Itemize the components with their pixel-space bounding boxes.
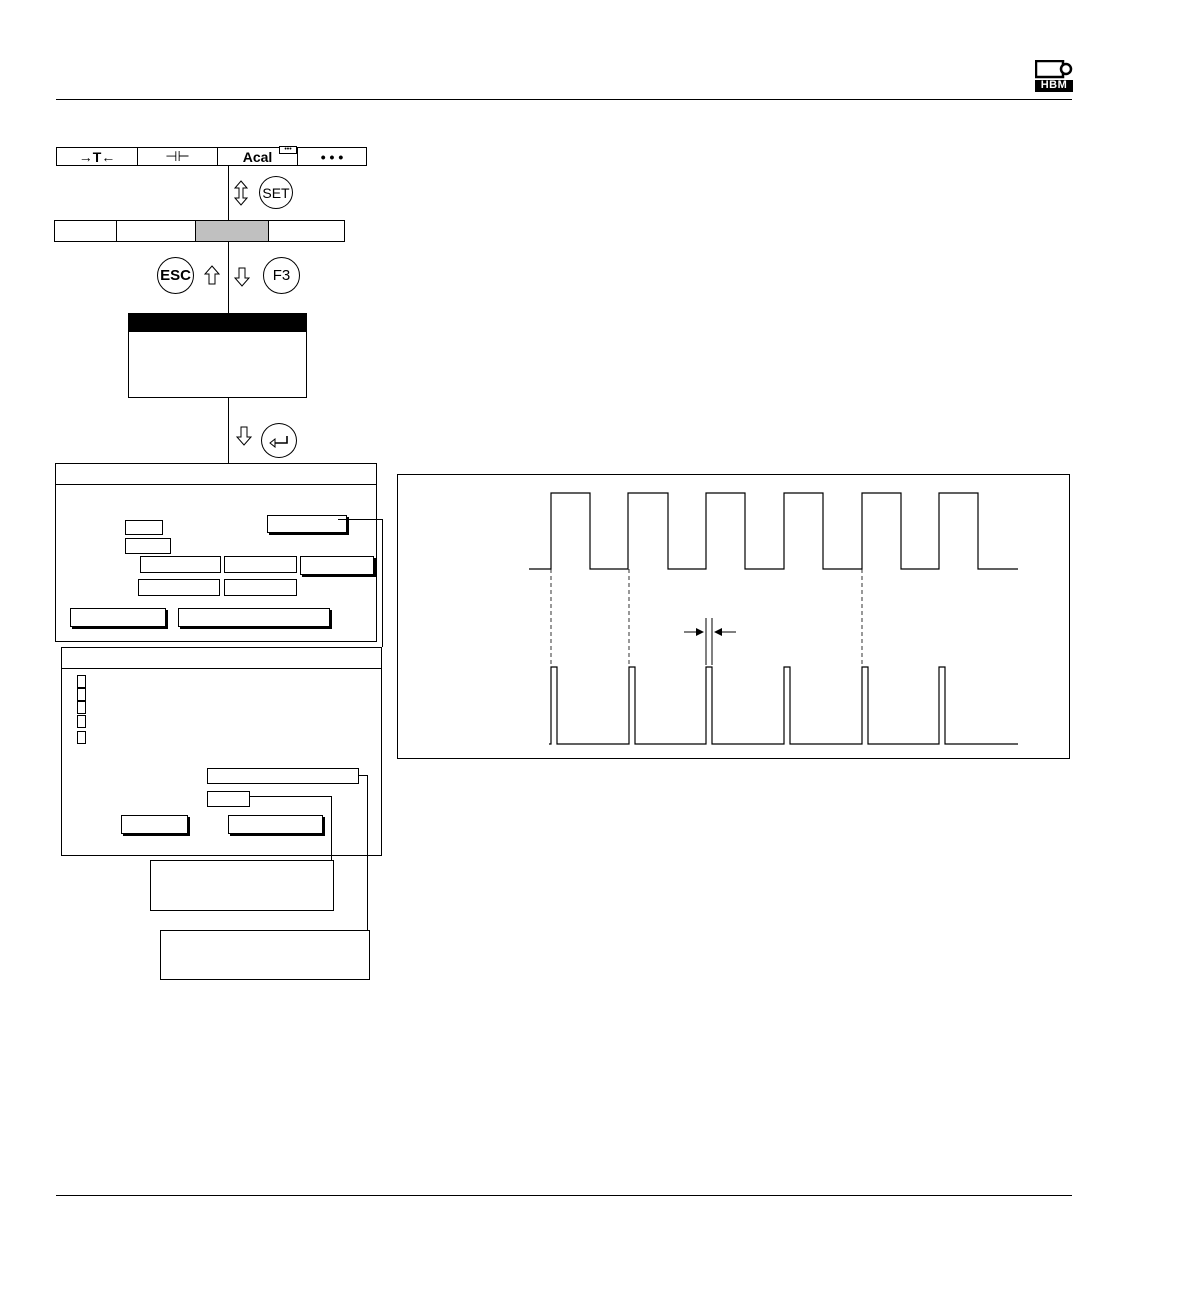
softkey-more[interactable] bbox=[297, 147, 367, 166]
footer-rule bbox=[56, 1195, 1072, 1196]
more-icon: • • • bbox=[320, 148, 344, 165]
timing-diagram bbox=[397, 474, 1070, 759]
header-rule bbox=[56, 99, 1072, 100]
tare-icon: →T← bbox=[78, 148, 116, 165]
leader-3-v bbox=[367, 775, 368, 931]
option-1[interactable] bbox=[140, 556, 221, 573]
leader-2-v bbox=[331, 796, 332, 861]
ok-button[interactable] bbox=[121, 815, 188, 834]
softkey-zero[interactable] bbox=[137, 147, 218, 166]
menu-tab-2[interactable] bbox=[116, 220, 196, 242]
enter-key[interactable] bbox=[261, 423, 297, 458]
connector-1 bbox=[228, 166, 229, 220]
esc-key[interactable]: ESC bbox=[157, 257, 194, 294]
left-arrow-icon bbox=[714, 628, 722, 636]
option-2[interactable] bbox=[224, 556, 297, 573]
dropdown-button[interactable] bbox=[267, 515, 347, 533]
hbm-logo-text: HBM bbox=[1040, 79, 1068, 91]
leader-2-h bbox=[249, 796, 332, 797]
softkey-tare[interactable] bbox=[56, 147, 138, 166]
lower-signal-series bbox=[549, 667, 1018, 744]
checkbox-2[interactable] bbox=[77, 688, 86, 701]
menu-tab-3-selected[interactable] bbox=[195, 220, 269, 242]
checklist-panel-title-rule bbox=[62, 668, 381, 669]
acal-label: Acal bbox=[242, 148, 273, 165]
cancel-button[interactable] bbox=[228, 815, 323, 834]
set-key[interactable]: SET bbox=[259, 176, 293, 209]
acal-badge: ••• bbox=[279, 146, 297, 154]
short-field[interactable] bbox=[207, 791, 250, 807]
hbm-logo bbox=[1035, 60, 1073, 92]
down-arrow-icon bbox=[234, 267, 250, 287]
option-4[interactable] bbox=[138, 579, 220, 596]
callout-box-2 bbox=[160, 930, 370, 980]
f3-key[interactable]: F3 bbox=[263, 257, 300, 294]
softkey-bar bbox=[56, 147, 367, 166]
enter-key-icon bbox=[268, 434, 290, 448]
upper-signal-series bbox=[529, 493, 1018, 569]
connector-3 bbox=[228, 398, 229, 464]
menu-bar bbox=[54, 220, 345, 242]
action-button-1[interactable] bbox=[70, 608, 166, 627]
down-arrow-icon-2 bbox=[236, 426, 252, 446]
settings-panel-title-rule bbox=[56, 484, 376, 485]
zero-icon: ⊣⊢ bbox=[165, 148, 190, 164]
up-arrow-icon bbox=[204, 265, 220, 285]
menu-tab-1[interactable] bbox=[54, 220, 117, 242]
action-button-2[interactable] bbox=[178, 608, 330, 627]
leader-1-h bbox=[338, 519, 383, 520]
timing-chart bbox=[398, 475, 1069, 758]
sub-dialog bbox=[128, 313, 307, 398]
field-b[interactable] bbox=[125, 538, 171, 554]
checklist-panel bbox=[61, 647, 382, 856]
leader-1-v bbox=[382, 519, 383, 647]
checkbox-4[interactable] bbox=[77, 715, 86, 728]
connector-2 bbox=[228, 242, 229, 314]
checkbox-1[interactable] bbox=[77, 675, 86, 688]
settings-panel bbox=[55, 463, 377, 642]
option-3-selected[interactable] bbox=[300, 556, 374, 575]
checkbox-3[interactable] bbox=[77, 701, 86, 714]
checkbox-5[interactable] bbox=[77, 731, 86, 744]
callout-box-1 bbox=[150, 860, 334, 911]
field-a[interactable] bbox=[125, 520, 163, 535]
sub-dialog-title-bar bbox=[129, 314, 306, 332]
long-field[interactable] bbox=[207, 768, 359, 784]
menu-tab-4[interactable] bbox=[268, 220, 345, 242]
right-arrow-icon bbox=[696, 628, 704, 636]
up-down-arrow-icon bbox=[234, 180, 248, 206]
option-5[interactable] bbox=[224, 579, 297, 596]
